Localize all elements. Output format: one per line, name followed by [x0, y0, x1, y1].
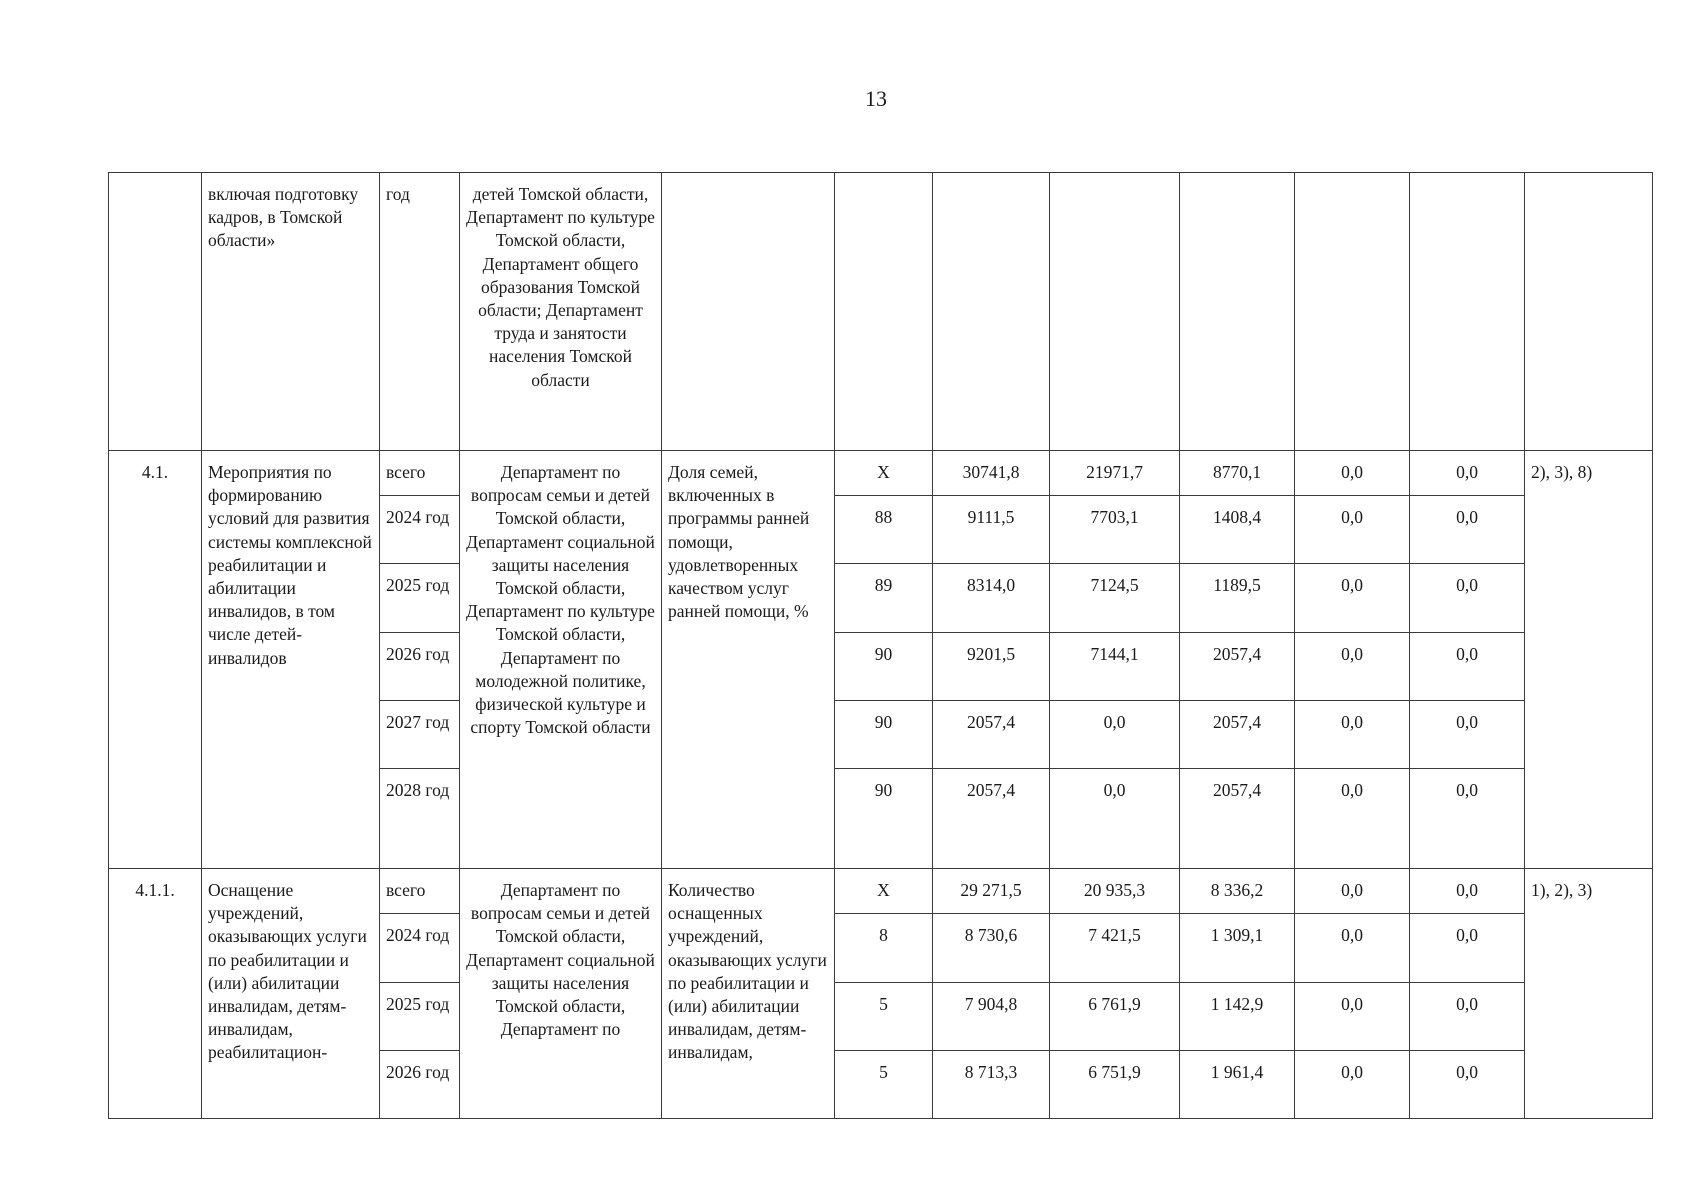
cell-value: 90 — [835, 769, 933, 869]
cell-period: 2028 год — [380, 769, 460, 869]
cell-fund-4: 0,0 — [1410, 564, 1525, 633]
cell-value: Х — [835, 451, 933, 496]
cell-period: год — [380, 173, 460, 451]
table-row — [109, 869, 1653, 914]
cell-fund-4 — [1410, 173, 1525, 451]
cell-total: 9111,5 — [933, 496, 1050, 564]
cell-executor: детей Томской области, Департамент по культуре Томской области, Департамент общего образования Томской области; Департамент труда и занятости населения Томской области — [460, 173, 662, 451]
cell-period: 2027 год — [380, 701, 460, 769]
cell-value: Х — [835, 869, 933, 914]
cell-total: 7 904,8 — [933, 983, 1050, 1051]
item-executor: Департамент по вопросам семьи и детей Томской области, Департамент социальной защиты населения Томской области, Департамент по — [460, 869, 662, 1119]
cell-period: 2024 год — [380, 496, 460, 564]
cell-value: 8 — [835, 914, 933, 983]
continuation-row — [109, 173, 1653, 451]
cell-period: 2026 год — [380, 1051, 460, 1119]
cell-total: 2057,4 — [933, 701, 1050, 769]
cell-fund-3: 0,0 — [1295, 769, 1410, 869]
cell-fund-2: 1 309,1 — [1180, 914, 1295, 983]
item-name: Оснащение учреждений, оказывающих услуги по реабилитации и (или) абилитации инвалидам, детям-инвалидам, реабилитацион- — [202, 869, 380, 1119]
cell-fund-1: 21971,7 — [1050, 451, 1180, 496]
cell-fund-2: 8 336,2 — [1180, 869, 1295, 914]
item-indicator: Доля семей, включенных в программы ранней помощи, удовлетворенных качеством услуг ранней помощи, % — [662, 451, 835, 869]
cell-fund-3: 0,0 — [1295, 701, 1410, 769]
cell-total: 29 271,5 — [933, 869, 1050, 914]
cell-value: 90 — [835, 701, 933, 769]
cell-fund-1: 7124,5 — [1050, 564, 1180, 633]
cell-total: 8314,0 — [933, 564, 1050, 633]
cell-value — [835, 173, 933, 451]
cell-fund-2: 1 961,4 — [1180, 1051, 1295, 1119]
cell-value: 89 — [835, 564, 933, 633]
cell-fund-1: 6 751,9 — [1050, 1051, 1180, 1119]
cell-fund-2: 2057,4 — [1180, 769, 1295, 869]
cell-fund-3: 0,0 — [1295, 451, 1410, 496]
cell-fund-3: 0,0 — [1295, 914, 1410, 983]
cell-fund-3: 0,0 — [1295, 496, 1410, 564]
cell-total: 8 730,6 — [933, 914, 1050, 983]
cell-fund-2: 2057,4 — [1180, 633, 1295, 701]
cell-name: включая подготовку кадров, в Томской области» — [202, 173, 380, 451]
cell-total: 9201,5 — [933, 633, 1050, 701]
cell-fund-4: 0,0 — [1410, 1051, 1525, 1119]
cell-fund-4: 0,0 — [1410, 633, 1525, 701]
cell-fund-2: 1408,4 — [1180, 496, 1295, 564]
cell-total — [933, 173, 1050, 451]
cell-period: всего — [380, 869, 460, 914]
cell-period: 2026 год — [380, 633, 460, 701]
cell-total: 2057,4 — [933, 769, 1050, 869]
cell-value: 88 — [835, 496, 933, 564]
cell-fund-1: 0,0 — [1050, 769, 1180, 869]
cell-fund-4: 0,0 — [1410, 451, 1525, 496]
cell-period: 2025 год — [380, 983, 460, 1051]
cell-fund-4: 0,0 — [1410, 914, 1525, 983]
cell-fund-4: 0,0 — [1410, 701, 1525, 769]
cell-fund-2: 8770,1 — [1180, 451, 1295, 496]
cell-tasks — [1525, 173, 1653, 451]
cell-fund-3: 0,0 — [1295, 1051, 1410, 1119]
cell-fund-1: 7703,1 — [1050, 496, 1180, 564]
cell-fund-2: 1189,5 — [1180, 564, 1295, 633]
cell-value: 5 — [835, 983, 933, 1051]
item-name: Мероприятия по формированию условий для развития системы комплексной реабилитации и абилитации инвалидов, в том числе детей-инвалидов — [202, 451, 380, 869]
program-table — [108, 172, 1653, 1119]
item-tasks: 2), 3), 8) — [1525, 451, 1653, 869]
cell-fund-4: 0,0 — [1410, 496, 1525, 564]
item-tasks: 1), 2), 3) — [1525, 869, 1653, 1119]
cell-fund-4: 0,0 — [1410, 769, 1525, 869]
cell-fund-3: 0,0 — [1295, 564, 1410, 633]
item-executor: Департамент по вопросам семьи и детей Томской области, Департамент социальной защиты населения Томской области, Департамент по культуре Томской области, Департамент по молодежной политике, физической культуре и спорту Томской области — [460, 451, 662, 869]
cell-fund-1: 6 761,9 — [1050, 983, 1180, 1051]
table-row — [109, 451, 1653, 496]
cell-fund-4: 0,0 — [1410, 983, 1525, 1051]
cell-fund-2: 1 142,9 — [1180, 983, 1295, 1051]
cell-fund-3: 0,0 — [1295, 633, 1410, 701]
cell-period: всего — [380, 451, 460, 496]
cell-period: 2025 год — [380, 564, 460, 633]
item-indicator: Количество оснащенных учреждений, оказывающих услуги по реабилитации и (или) абилитации инвалидам, детям-инвалидам, — [662, 869, 835, 1119]
item-number: 4.1. — [109, 451, 202, 869]
cell-fund-3: 0,0 — [1295, 869, 1410, 914]
cell-total: 8 713,3 — [933, 1051, 1050, 1119]
cell-indicator — [662, 173, 835, 451]
cell-value: 5 — [835, 1051, 933, 1119]
cell-fund-3: 0,0 — [1295, 983, 1410, 1051]
cell-fund-4: 0,0 — [1410, 869, 1525, 914]
cell-fund-2: 2057,4 — [1180, 701, 1295, 769]
cell-fund-3 — [1295, 173, 1410, 451]
cell-fund-1: 0,0 — [1050, 701, 1180, 769]
cell-fund-1: 7 421,5 — [1050, 914, 1180, 983]
cell-value: 90 — [835, 633, 933, 701]
cell-period: 2024 год — [380, 914, 460, 983]
cell-fund-2 — [1180, 173, 1295, 451]
cell-fund-1 — [1050, 173, 1180, 451]
cell-fund-1: 7144,1 — [1050, 633, 1180, 701]
cell-total: 30741,8 — [933, 451, 1050, 496]
page-number: 13 — [865, 86, 887, 111]
cell-fund-1: 20 935,3 — [1050, 869, 1180, 914]
item-number: 4.1.1. — [109, 869, 202, 1119]
cell-number — [109, 173, 202, 451]
